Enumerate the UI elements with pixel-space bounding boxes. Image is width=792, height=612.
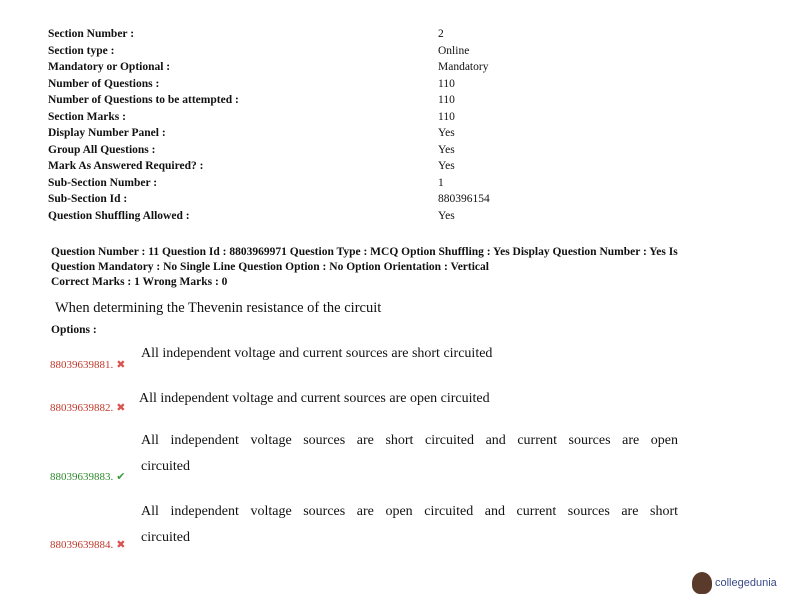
logo-text: collegedunia xyxy=(715,577,777,589)
field-label: Group All Questions : xyxy=(48,143,156,156)
field-label: Number of Questions to be attempted : xyxy=(48,94,239,106)
field-label: Mark As Answered Required? : xyxy=(48,160,204,172)
mascot-icon xyxy=(692,572,712,594)
option-text: All independent voltage sources are short circuited and current sources are open xyxy=(141,433,678,448)
field-value: Yes xyxy=(438,209,455,222)
header-line: Question Number : 11 Question Id : 8803969971 Question Type : MCQ Option Shuffling : Yes Display Question Number : Yes Is xyxy=(51,246,678,258)
field-value: 110 xyxy=(438,110,455,123)
field-label: Sub-Section Id : xyxy=(48,193,128,205)
option-text: All independent voltage sources are open circuited and current sources are short xyxy=(141,504,678,519)
field-label: Question Shuffling Allowed : xyxy=(48,209,190,222)
option-2 xyxy=(50,401,125,414)
option-4 xyxy=(50,538,125,551)
marks-line: Correct Marks : 1 Wrong Marks : 0 xyxy=(51,276,228,288)
field-label: Number of Questions : xyxy=(48,77,160,90)
field-label: Display Number Panel : xyxy=(48,127,166,139)
option-id: 88039639883. xyxy=(50,471,114,483)
option-text: All independent voltage and current sources are short circuited xyxy=(141,346,493,361)
cross-icon: ✖ xyxy=(116,359,126,371)
option-1 xyxy=(50,358,125,371)
header-line: Question Mandatory : No Single Line Question Option : No Option Orientation : Vertical xyxy=(51,261,489,273)
section-row xyxy=(48,45,648,62)
section-row xyxy=(48,210,648,227)
section-row xyxy=(48,160,648,177)
option-text: All independent voltage and current sources are open circuited xyxy=(139,391,490,406)
section-details xyxy=(48,28,648,226)
collegedunia-logo xyxy=(692,572,777,594)
field-label: Section type : xyxy=(48,44,115,57)
cross-icon: ✖ xyxy=(116,402,126,414)
section-row xyxy=(48,144,648,161)
field-value: 2 xyxy=(438,28,444,40)
option-3-correct xyxy=(50,470,125,483)
section-row xyxy=(48,193,648,210)
field-label: Section Marks : xyxy=(48,110,126,123)
section-row xyxy=(48,177,648,194)
field-value: 110 xyxy=(438,94,455,106)
options-label: Options : xyxy=(51,324,97,336)
field-value: Yes xyxy=(438,143,455,156)
option-id: 88039639881. xyxy=(50,359,114,371)
section-row xyxy=(48,111,648,128)
check-icon: ✔ xyxy=(116,471,126,483)
option-id: 88039639882. xyxy=(50,402,114,414)
section-row xyxy=(48,61,648,78)
option-text: circuited xyxy=(141,530,190,545)
section-row xyxy=(48,94,648,111)
field-value: Yes xyxy=(438,127,455,139)
section-row xyxy=(48,127,648,144)
cross-icon: ✖ xyxy=(116,539,126,551)
field-value: 110 xyxy=(438,77,455,90)
question-text: When determining the Thevenin resistance of the circuit xyxy=(55,300,382,316)
section-row xyxy=(48,28,648,45)
option-id: 88039639884. xyxy=(50,539,114,551)
field-value: 1 xyxy=(438,176,444,189)
field-value: 880396154 xyxy=(438,193,490,205)
field-value: Yes xyxy=(438,160,455,172)
field-label: Mandatory or Optional : xyxy=(48,61,171,73)
field-value: Online xyxy=(438,44,470,57)
option-text: circuited xyxy=(141,459,190,474)
field-value: Mandatory xyxy=(438,61,489,73)
section-row xyxy=(48,78,648,95)
field-label: Sub-Section Number : xyxy=(48,176,158,189)
field-label: Section Number : xyxy=(48,28,135,40)
question-header xyxy=(51,245,731,290)
